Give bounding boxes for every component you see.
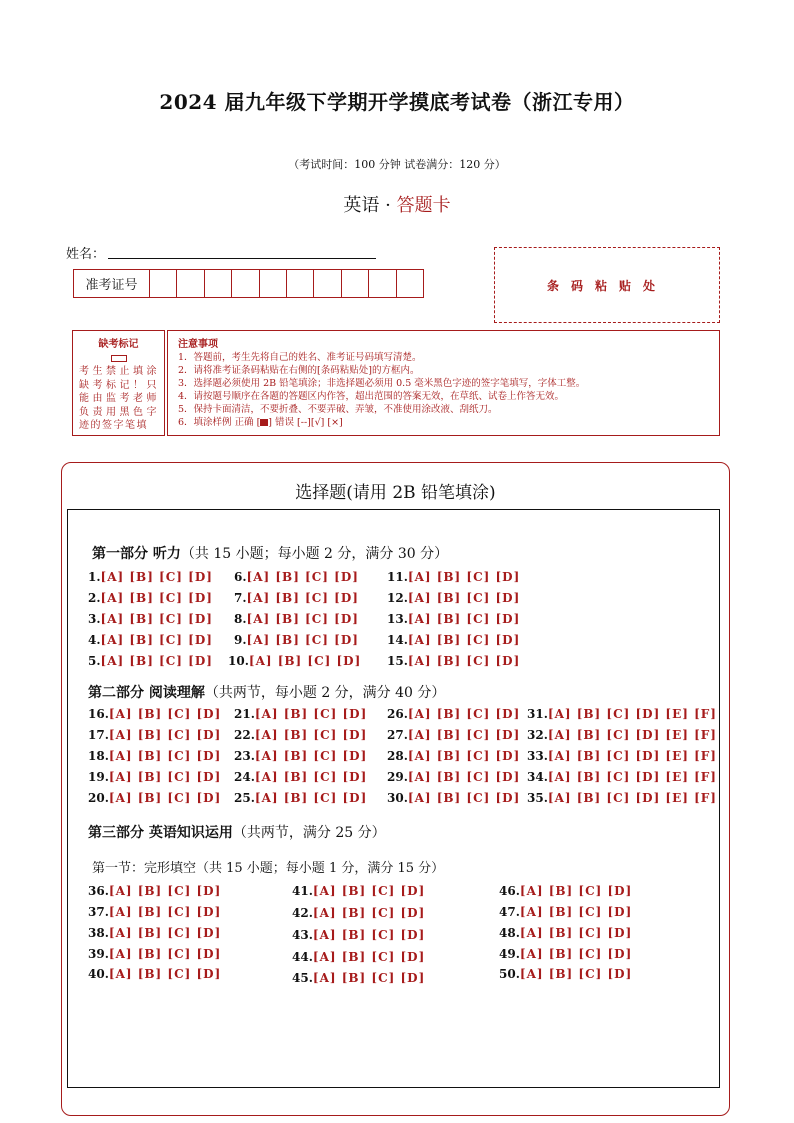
answer-options[interactable]: [A] [B] [C] [D] (248, 654, 362, 668)
answer-options[interactable]: [A] [B] [C] [D] (254, 728, 368, 742)
question-row[interactable] (292, 884, 425, 898)
question-row[interactable] (387, 612, 520, 626)
question-number: 47. (499, 905, 520, 919)
question-number: 18. (88, 749, 109, 763)
answer-options[interactable]: [A] [B] [C] [D] (407, 633, 521, 647)
part3-heading: 第三部分 英语知识运用 (88, 825, 233, 841)
answer-options[interactable]: [A] [B] [C] [D] (254, 770, 368, 784)
question-number: 22. (234, 728, 255, 742)
question-row[interactable] (228, 654, 361, 668)
question-number: 16. (88, 707, 109, 721)
question-number: 34. (527, 770, 548, 784)
question-number: 48. (499, 926, 520, 940)
page-title: 2024 届九年级下学期开学摸底考试卷（浙江专用） (159, 90, 635, 114)
question-row[interactable] (387, 770, 520, 784)
answer-options[interactable]: [A] [B] [C] [D] (312, 971, 426, 985)
question-row[interactable] (387, 633, 520, 647)
answer-options[interactable]: [A] [B] [C] [D] (108, 707, 222, 721)
answer-options[interactable]: [A] [B] [C] [D] (254, 791, 368, 805)
question-row[interactable] (234, 707, 367, 721)
question-number: 36. (88, 884, 109, 898)
exam-info: （考试时间：100 分钟 试卷满分：120 分） (288, 158, 506, 171)
part2-detail: （共两节，每小题 2 分，满分 40 分） (204, 685, 446, 701)
exam-id-cell[interactable] (260, 270, 287, 297)
question-row[interactable] (292, 906, 425, 920)
note-sample (178, 416, 709, 429)
question-number: 20. (88, 791, 109, 805)
notes-title: 注意事项 (178, 339, 218, 350)
question-row[interactable] (88, 728, 221, 742)
absent-title: 缺考标记 (98, 339, 139, 350)
question-row[interactable] (527, 728, 717, 742)
exam-id-cell[interactable] (342, 270, 369, 297)
exam-id-cell[interactable] (369, 270, 396, 297)
question-row[interactable] (499, 905, 632, 919)
question-row[interactable] (88, 749, 221, 763)
question-row[interactable] (234, 749, 367, 763)
question-number: 31. (527, 707, 548, 721)
answer-options[interactable]: [A] [B] [C] [D] (108, 791, 222, 805)
question-number: 13. (387, 612, 408, 626)
question-row[interactable] (292, 928, 425, 942)
sample-suffix: ] [×] (320, 417, 343, 428)
question-row[interactable] (234, 770, 367, 784)
question-row[interactable] (234, 728, 367, 742)
question-number: 3. (88, 612, 101, 626)
question-number: 35. (527, 791, 548, 805)
note-item: 4．请按题号顺序在各题的答题区内作答，超出范围的答案无效，在草纸、试卷上作答无效。 (178, 391, 565, 402)
part1-detail: （共 15 小题；每小题 2 分，满分 30 分） (180, 546, 449, 562)
answer-options[interactable]: [A] [B] [C] [D] (407, 791, 521, 805)
answer-options[interactable]: [A] [B] [C] [D] (407, 749, 521, 763)
question-row[interactable] (527, 770, 717, 784)
question-row[interactable] (88, 770, 221, 784)
answer-options[interactable]: [A] [B] [C] [D] (407, 591, 521, 605)
answer-options[interactable]: [A] [B] [C] [D] (407, 707, 521, 721)
question-number: 30. (387, 791, 408, 805)
answer-options[interactable]: [A] [B] [C] [D] (519, 926, 633, 940)
question-row[interactable] (88, 654, 213, 668)
subject-prefix: 英语 · (343, 195, 397, 216)
question-number: 4. (88, 633, 101, 647)
question-row[interactable] (88, 707, 221, 721)
answer-options[interactable]: [A] [B] [C] [D] (519, 905, 633, 919)
part3-section1-title: 第一节：完形填空（共 15 小题；每小题 1 分，满分 15 分） (92, 861, 445, 876)
answer-options[interactable]: [A] [B] [C] [D] (519, 947, 633, 961)
question-row[interactable] (387, 591, 520, 605)
question-row[interactable] (88, 570, 213, 584)
question-number: 40. (88, 967, 109, 981)
answer-options[interactable]: [A] [B] [C] [D] (312, 928, 426, 942)
answer-options[interactable]: [A] [B] [C] [D] (100, 570, 213, 584)
answer-options[interactable]: [A] [B] [C] [D] (108, 967, 222, 981)
answer-options[interactable]: [A] [B] [C] [D] (108, 728, 222, 742)
exam-id-cell[interactable] (232, 270, 259, 297)
question-number: 8. (234, 612, 247, 626)
question-number: 50. (499, 967, 520, 981)
answer-options[interactable]: [A] [B] [C] [D] (246, 612, 359, 626)
question-row[interactable] (527, 749, 717, 763)
question-number: 19. (88, 770, 109, 784)
answer-options[interactable]: [A] [B] [C] [D] [E] [F] (547, 749, 717, 763)
question-number: 26. (387, 707, 408, 721)
question-row[interactable] (527, 791, 717, 805)
answer-options[interactable]: [A] [B] [C] [D] (246, 570, 359, 584)
exam-id-cell[interactable] (177, 270, 204, 297)
answer-options[interactable]: [A] [B] [C] [D] (407, 654, 521, 668)
question-number: 6. (234, 570, 247, 584)
name-field[interactable] (108, 258, 376, 259)
note-item: 5．保持卡面清洁，不要折叠、不要弄破、弄皱，不准使用涂改液、刮纸刀。 (178, 404, 498, 415)
answer-options[interactable]: [A] [B] [C] [D] (312, 884, 426, 898)
question-number: 1. (88, 570, 101, 584)
question-number: 27. (387, 728, 408, 742)
question-row[interactable] (499, 967, 632, 981)
question-number: 43. (292, 928, 313, 942)
exam-id-cell[interactable] (314, 270, 341, 297)
question-number: 14. (387, 633, 408, 647)
question-row[interactable] (387, 654, 520, 668)
part2-title (88, 682, 445, 702)
question-row[interactable] (88, 791, 221, 805)
question-number: 44. (292, 950, 313, 964)
sample-prefix: 6．填涂样例 正确 [ (178, 417, 261, 428)
answer-options[interactable]: [A] [B] [C] [D] (100, 654, 213, 668)
question-number: 28. (387, 749, 408, 763)
part1-title (92, 543, 448, 563)
answer-options[interactable]: [A] [B] [C] [D] (407, 612, 521, 626)
question-number: 39. (88, 947, 109, 961)
question-row[interactable] (88, 612, 213, 626)
answer-options[interactable]: [A] [B] [C] [D] (100, 633, 213, 647)
answer-options[interactable]: [A] [B] [C] [D] [E] [F] (547, 770, 717, 784)
question-row[interactable] (234, 633, 359, 647)
question-row[interactable] (88, 633, 213, 647)
exam-id-grid (73, 269, 424, 298)
question-row[interactable] (387, 749, 520, 763)
question-row[interactable] (88, 947, 221, 961)
name-label: 姓名： (66, 247, 106, 262)
question-row[interactable] (292, 950, 425, 964)
check-icon: √ (314, 417, 321, 428)
question-number: 21. (234, 707, 255, 721)
question-row[interactable] (387, 728, 520, 742)
question-row[interactable] (387, 570, 520, 584)
answer-options[interactable]: [A] [B] [C] [D] (100, 612, 213, 626)
answer-options[interactable]: [A] [B] [C] [D] (254, 707, 368, 721)
question-row[interactable] (88, 905, 221, 919)
absent-mark-slot[interactable] (111, 355, 127, 362)
question-row[interactable] (499, 884, 632, 898)
question-number: 38. (88, 926, 109, 940)
question-number: 45. (292, 971, 313, 985)
question-number: 32. (527, 728, 548, 742)
question-row[interactable] (387, 791, 520, 805)
question-number: 2. (88, 591, 101, 605)
answer-options[interactable]: [A] [B] [C] [D] (407, 570, 521, 584)
sample-middle: ] 错误 [--][ (268, 417, 315, 428)
absent-mark-box (72, 330, 165, 436)
answer-options[interactable]: [A] [B] [C] [D] (519, 967, 633, 981)
question-number: 11. (387, 570, 408, 584)
question-row[interactable] (499, 947, 632, 961)
answer-options[interactable]: [A] [B] [C] [D] (246, 633, 359, 647)
question-number: 7. (234, 591, 247, 605)
exam-id-cell[interactable] (397, 270, 423, 297)
answer-options[interactable]: [A] [B] [C] [D] (100, 591, 213, 605)
answer-options[interactable]: [A] [B] [C] [D] [E] [F] (547, 791, 717, 805)
question-number: 12. (387, 591, 408, 605)
question-number: 9. (234, 633, 247, 647)
answer-options[interactable]: [A] [B] [C] [D] (108, 884, 222, 898)
question-number: 17. (88, 728, 109, 742)
question-row[interactable] (292, 971, 425, 985)
note-item: 1．答题前，考生先将自己的姓名、准考证号码填写清楚。 (178, 352, 422, 363)
absent-instructions: 考生禁止填涂缺考标记！只能由监考老师负责用黑色字迹的签字笔填 (79, 366, 158, 431)
answer-options[interactable]: [A] [B] [C] [D] (407, 728, 521, 742)
answer-options[interactable]: [A] [B] [C] [D] [E] [F] (547, 728, 717, 742)
part1-heading: 第一部分 听力 (92, 546, 181, 562)
note-item: 3．选择题必须使用 2B 铅笔填涂；非选择题必须用 0.5 毫米黑色字迹的签字笔填写，字体工整。 (178, 378, 586, 389)
part3-detail: （共两节，满分 25 分） (232, 825, 386, 841)
exam-id-cell[interactable] (205, 270, 232, 297)
question-row[interactable] (387, 707, 520, 721)
answer-options[interactable]: [A] [B] [C] [D] (108, 770, 222, 784)
question-number: 29. (387, 770, 408, 784)
answer-options[interactable]: [A] [B] [C] [D] (108, 926, 222, 940)
question-number: 41. (292, 884, 313, 898)
question-number: 49. (499, 947, 520, 961)
answer-options[interactable]: [A] [B] [C] [D] (108, 749, 222, 763)
question-number: 37. (88, 905, 109, 919)
answer-options[interactable]: [A] [B] [C] [D] (254, 749, 368, 763)
question-number: 23. (234, 749, 255, 763)
question-row[interactable] (88, 591, 213, 605)
question-number: 46. (499, 884, 520, 898)
question-row[interactable] (234, 570, 359, 584)
question-row[interactable] (527, 707, 717, 721)
answer-options[interactable]: [A] [B] [C] [D] (108, 947, 222, 961)
answer-options[interactable]: [A] [B] [C] [D] (312, 950, 426, 964)
question-row[interactable] (499, 926, 632, 940)
question-number: 33. (527, 749, 548, 763)
answer-options[interactable]: [A] [B] [C] [D] (312, 906, 426, 920)
part2-heading: 第二部分 阅读理解 (88, 685, 205, 701)
question-number: 15. (387, 654, 408, 668)
question-row[interactable] (88, 967, 221, 981)
answer-options[interactable]: [A] [B] [C] [D] (246, 591, 359, 605)
part3-title (88, 822, 386, 842)
exam-id-label: 准考证号 (74, 270, 150, 297)
question-row[interactable] (88, 884, 221, 898)
answer-options[interactable]: [A] [B] [C] [D] (407, 770, 521, 784)
exam-id-cell[interactable] (287, 270, 314, 297)
question-row[interactable] (88, 926, 221, 940)
question-number: 24. (234, 770, 255, 784)
section-title: 选择题(请用 2B 铅笔填涂) (295, 483, 496, 503)
subject-suffix: 答题卡 (396, 195, 451, 216)
question-number: 42. (292, 906, 313, 920)
question-row[interactable] (234, 791, 367, 805)
barcode-area: 条码粘贴处 (494, 247, 720, 323)
answer-options[interactable]: [A] [B] [C] [D] (108, 905, 222, 919)
note-item: 2．请将准考证条码粘贴在右侧的[条码粘贴处]的方框内。 (178, 365, 420, 376)
question-number: 25. (234, 791, 255, 805)
question-number: 10. (228, 654, 249, 668)
answer-options[interactable]: [A] [B] [C] [D] [E] [F] (547, 707, 717, 721)
question-number: 5. (88, 654, 101, 668)
question-row[interactable] (234, 612, 359, 626)
exam-id-cell[interactable] (150, 270, 177, 297)
notes-box (167, 330, 720, 436)
answer-options[interactable]: [A] [B] [C] [D] (519, 884, 633, 898)
subject-title (0, 191, 794, 217)
question-row[interactable] (234, 591, 359, 605)
